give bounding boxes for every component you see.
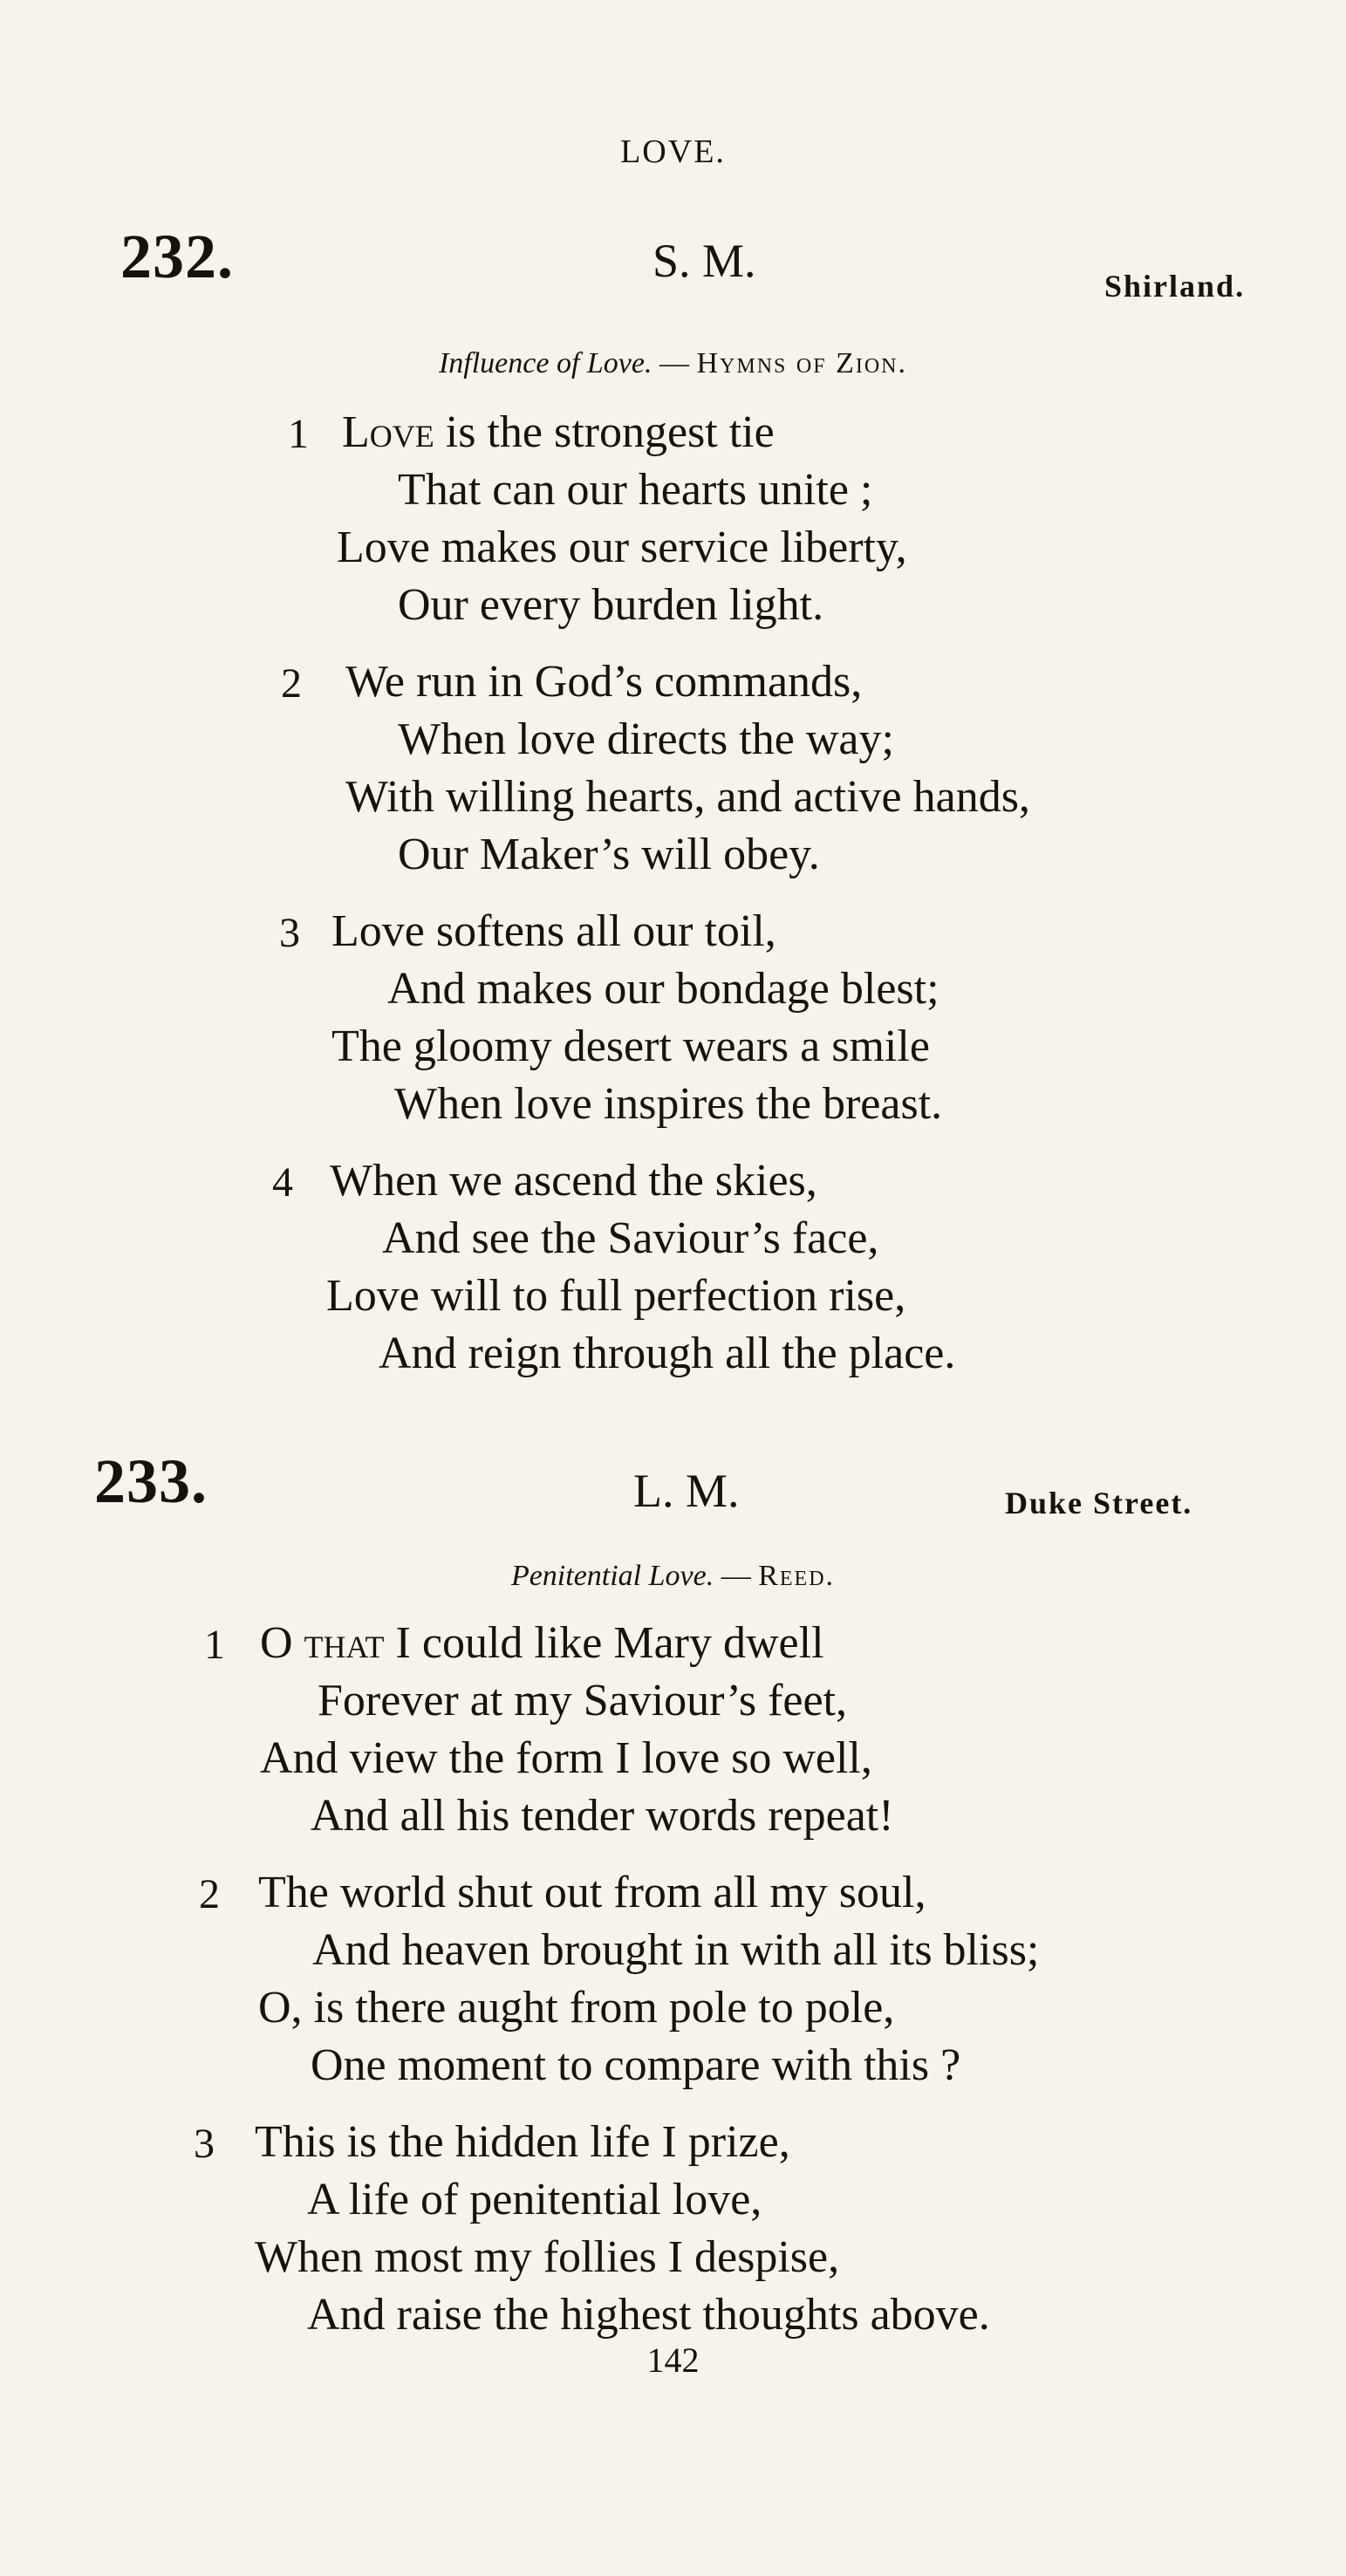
verse-line: This is the hidden life I prize, — [255, 2117, 790, 2167]
hymn-title: Influence of Love. — [438, 347, 653, 379]
verse-number: 4 — [272, 1159, 293, 1206]
verse-line: With willing hearts, and active hands, — [345, 772, 1030, 822]
verse-line: Our every burden light. — [398, 580, 824, 630]
page-number: 142 — [646, 2340, 700, 2380]
verse-line — [342, 407, 775, 457]
subtitle-dash: — — [714, 1560, 759, 1592]
hymn-title: Penitential Love. — [510, 1560, 714, 1592]
verse-line: And makes our bondage blest; — [387, 964, 939, 1014]
page-header: LOVE. — [620, 133, 726, 170]
verse-line: That can our hearts unite ; — [398, 465, 873, 515]
verse-line: And raise the highest thoughts above. — [307, 2290, 990, 2340]
verse-line: A life of penitential love, — [307, 2175, 762, 2224]
verse-line: Forever at my Saviour’s feet, — [318, 1676, 847, 1725]
verse-line: When love inspires the breast. — [394, 1079, 943, 1129]
verse-number: 1 — [204, 1622, 225, 1668]
hymn-tune: Duke Street. — [1005, 1486, 1193, 1520]
hymn-source: Hymns of Zion. — [696, 347, 908, 379]
subtitle-dash: — — [652, 347, 697, 379]
verse-line: When most my follies I despise, — [255, 2232, 840, 2282]
verse-line: When we ascend the skies, — [330, 1156, 817, 1206]
hymn-number: 233. — [94, 1446, 208, 1516]
verse-number: 3 — [279, 910, 300, 956]
verse-line-text: I could like Mary dwell — [384, 1618, 824, 1668]
verse-line: O, is there aught from pole to pole, — [258, 1983, 895, 2033]
hymn-number: 232. — [120, 222, 234, 291]
hymn-meter: S. M. — [653, 235, 756, 287]
hymn-source: Reed. — [758, 1560, 836, 1592]
verse-number: 2 — [199, 1871, 220, 1917]
verse-line-text: is the strongest tie — [434, 407, 775, 457]
verse-number: 1 — [288, 411, 309, 457]
verse-line: Our Maker’s will obey. — [398, 830, 820, 879]
hymn-subtitle — [0, 349, 1346, 379]
verse-line: And all his tender words repeat! — [311, 1791, 894, 1841]
verse-line: The gloomy desert wears a smile — [331, 1022, 930, 1071]
verse-lead-word: O that — [260, 1618, 385, 1668]
verse-line: Love softens all our toil, — [331, 906, 776, 956]
verse-line: And heaven brought in with all its bliss; — [312, 1925, 1040, 1975]
verse-line: The world shut out from all my soul, — [258, 1868, 926, 1917]
verse-number: 2 — [281, 660, 302, 707]
verse-line: We run in God’s commands, — [345, 657, 863, 707]
verse-line: When love directs the way; — [398, 714, 894, 764]
verse-line: And view the form I love so well, — [260, 1733, 872, 1783]
verse-line — [260, 1618, 824, 1668]
hymn-tune: Shirland. — [1104, 269, 1246, 304]
verse-number: 3 — [194, 2121, 215, 2167]
verse-line: One moment to compare with this ? — [311, 2040, 961, 2090]
verse-line: And see the Saviour’s face, — [382, 1213, 879, 1263]
verse-line: And reign through all the place. — [379, 1329, 956, 1378]
hymn-meter: L. M. — [633, 1465, 740, 1517]
hymn-subtitle — [0, 1561, 1346, 1591]
verse-line: Love makes our service liberty, — [337, 523, 907, 572]
verse-lead-word: Love — [342, 407, 434, 457]
verse-line: Love will to full perfection rise, — [326, 1271, 906, 1321]
